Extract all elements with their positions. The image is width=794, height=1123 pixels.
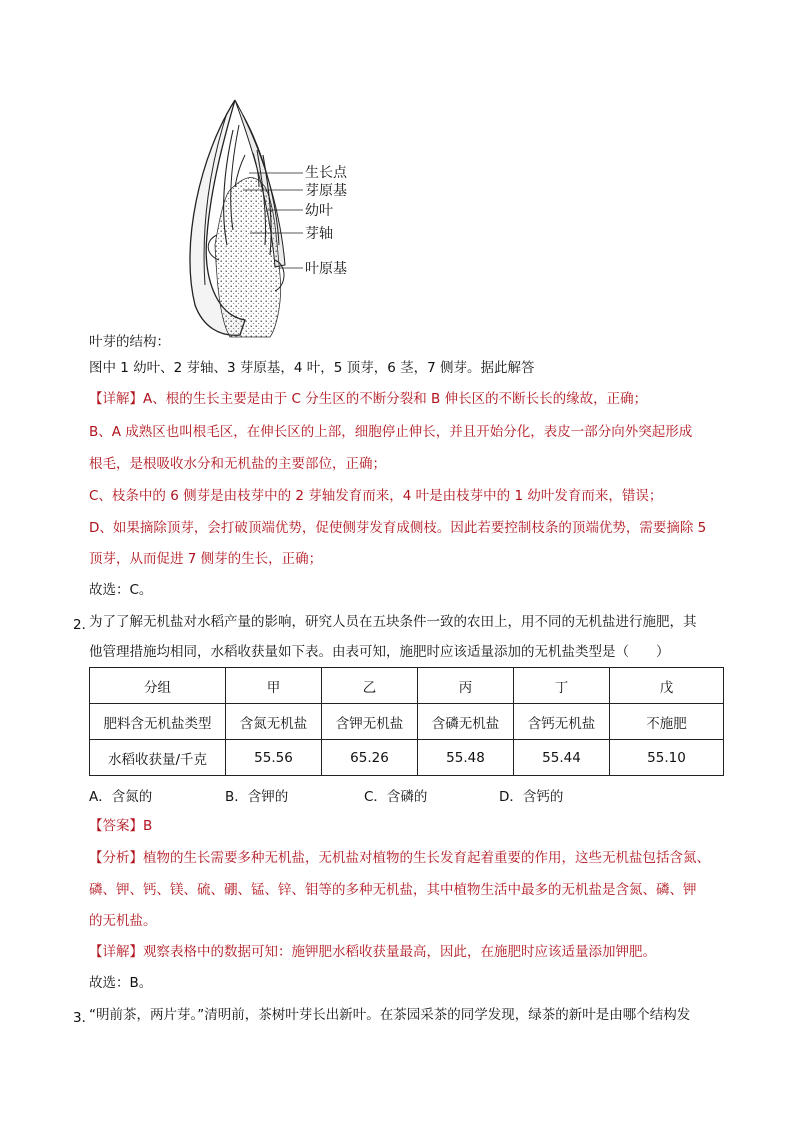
table-cell: 肥料含无机盐类型: [90, 704, 226, 740]
q2-analysis-line2: 磷、钾、钙、镁、硫、硼、锰、锌、钼等的多种无机盐，其中植物生活中最多的无机盐是含氮、磷、钾: [89, 882, 697, 898]
q2-analysis-line1: 【分析】植物的生长需要多种无机盐，无机盐对植物的生长发育起着重要的作用，这些无机盐包括含氮、: [89, 850, 710, 866]
table-header-row: [90, 668, 724, 704]
table-cell: 55.48: [418, 740, 514, 776]
answer-tag: 【答案】: [89, 818, 143, 834]
option-d: D．含钙的: [499, 789, 564, 805]
table-cell: 分组: [90, 668, 226, 704]
q2-number: 2．: [73, 617, 96, 633]
q2-answer: [89, 817, 152, 835]
q1-detail-b-line2: 根毛，是根吸收水分和无机盐的主要部位，正确；: [89, 456, 386, 472]
q2-choice: 故选：B。: [89, 975, 153, 991]
analysis-tag: 【分析】: [89, 850, 143, 866]
table-cell: 含磷无机盐: [418, 704, 514, 740]
table-cell: 乙: [322, 668, 418, 704]
option-c: C．含磷的: [364, 789, 428, 805]
q1-detail-c: C、枝条中的 6 侧芽是由枝芽中的 2 芽轴发育而来，4 叶是由枝芽中的 1 幼叶发育而来，错误；: [89, 488, 663, 504]
table-cell: 65.26: [322, 740, 418, 776]
table-row: [90, 740, 724, 776]
q1-figure-description: 图中 1 幼叶、2 芽轴、3 芽原基，4 叶，5 顶芽，6 茎，7 侧芽。据此解答: [89, 360, 535, 376]
table-cell: 甲: [226, 668, 322, 704]
q2-stem-line1: 为了了解无机盐对水稻产量的影响，研究人员在五块条件一致的农田上，用不同的无机盐进行施肥，其: [89, 614, 697, 630]
q2-data-table: [89, 667, 724, 776]
label-leaf-primordium: 叶原基: [305, 261, 347, 277]
table-cell: 戊: [610, 668, 724, 704]
option-a: A．含氮的: [89, 789, 153, 805]
label-young-leaf: 幼叶: [305, 203, 333, 219]
table-cell: 水稻收获量/千克: [90, 740, 226, 776]
q2-detail: 【详解】观察表格中的数据可知：施钾肥水稻收获量最高，因此，在施肥时应该适量添加钾肥。: [89, 944, 656, 960]
table-cell: 含氮无机盐: [226, 704, 322, 740]
q1-detail-d-line2: 顶芽，从而促进 7 侧芽的生长，正确；: [89, 551, 323, 567]
figure-caption: 叶芽的结构：: [89, 334, 170, 350]
table-cell: 55.56: [226, 740, 322, 776]
label-bud-primordium: 芽原基: [305, 183, 347, 199]
table-row: [90, 704, 724, 740]
table-cell: 含钙无机盐: [514, 704, 610, 740]
leaf-bud-figure: [175, 95, 375, 340]
leaf-bud-illustration: [175, 95, 375, 340]
q2-analysis-line3: 的无机盐。: [89, 913, 157, 929]
q1-answer: 故选：C。: [89, 582, 153, 598]
table-cell: 55.10: [610, 740, 724, 776]
label-growing-point: 生长点: [305, 165, 347, 181]
detail-tag: 【详解】: [89, 944, 143, 960]
q1-detail-b-line1: B、A 成熟区也叫根毛区，在伸长区的上部，细胞停止伸长，并且开始分化，表皮一部分向外突起形成: [89, 424, 693, 440]
option-b: B．含钾的: [225, 789, 289, 805]
table-cell: 55.44: [514, 740, 610, 776]
q1-detail-d-line1: D、如果摘除顶芽，会打破顶端优势，促使侧芽发育成侧枝。因此若要控制枝条的顶端优势，需要摘除 5: [89, 520, 707, 536]
table-cell: 不施肥: [610, 704, 724, 740]
answer-value: B: [143, 818, 153, 834]
detail-tag: 【详解】: [89, 391, 143, 407]
table-cell: 丙: [418, 668, 514, 704]
q1-detail-a: 【详解】A、根的生长主要是由于 C 分生区的不断分裂和 B 伸长区的不断长长的缘故，正确；: [89, 391, 648, 407]
q3-stem: “明前茶，两片芽。”清明前，茶树叶芽长出新叶。在茶园采茶的同学发现，绿茶的新叶是由哪个结构发: [89, 1007, 691, 1023]
q2-stem-line2: 他管理措施均相同，水稻收获量如下表。由表可知，施肥时应该适量添加的无机盐类型是（ ）: [89, 644, 670, 660]
table-cell: 丁: [514, 668, 610, 704]
label-bud-axis: 芽轴: [305, 226, 333, 242]
table-cell: 含钾无机盐: [322, 704, 418, 740]
q3-number: 3．: [73, 1010, 96, 1026]
q2-options: [89, 785, 729, 805]
